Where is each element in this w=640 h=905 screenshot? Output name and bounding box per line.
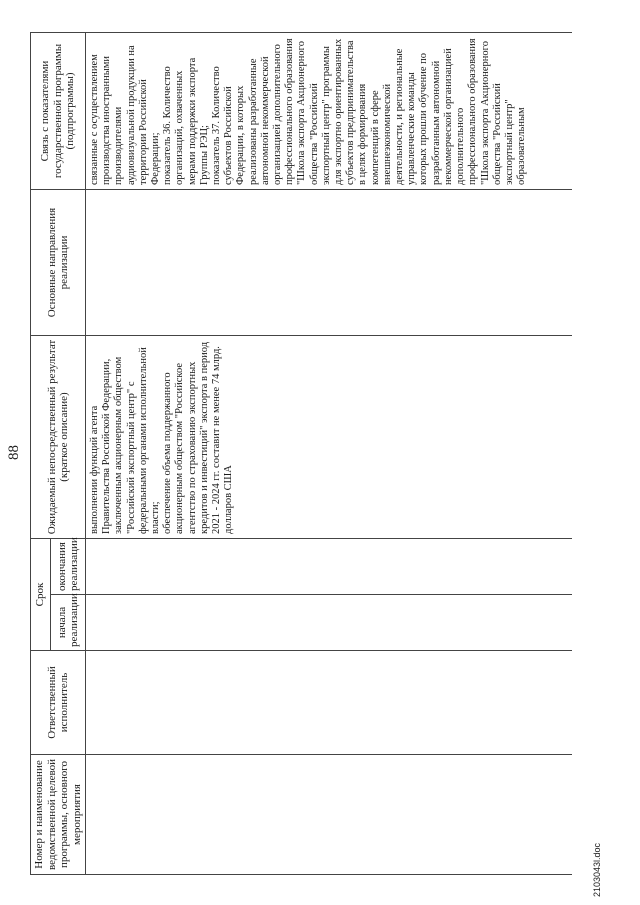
table-row	[86, 33, 573, 875]
header-link: Связь с показателями государственной программы (подпрограммы)	[31, 33, 86, 190]
header-program: Номер и наименование ведомственной целевой программы, основного мероприятия	[31, 755, 86, 875]
header-directions: Основные направления реализации	[31, 190, 86, 336]
cell-result: выполнении функций агента Правительства Российской Федерации, заключенным акционерным обществом "Российский экспортный центр" с федеральными органами исполнительной власти; обеспечение объема поддержанного акционерным обществом "Российское агентство по страхованию экспортных кредитов и инвестиций" экспорта в период 2021 - 2024 гг. составит не менее 74 млрд. долларов США	[86, 336, 573, 539]
document-id: 2103043l.doc	[592, 842, 602, 897]
cell-program	[86, 755, 573, 875]
cell-directions	[86, 190, 573, 336]
cell-term-end	[86, 539, 573, 595]
header-term-end: окончания реализации	[51, 539, 86, 595]
header-result: Ожидаемый непосредственный результат (краткое описание)	[31, 336, 86, 539]
cell-link: связанные с осуществлением производства иностранными производителями аудиовизуальной продукции на территории Российской Федерации; показатель 36. Количество организаций, охваченных мерами поддержки экспорта Группы РЭЦ; показатель 37. Количество субъектов Российской Федерации, в которых реализованы разработанные автономной некоммерческой организацией дополнительного профессионального образования "Школа экспорта Акционерного общества "Российский экспортный центр" программы для экспортно ориентированных субъектов предпринимательства в целях формирования компетенций в сфере внешнеэкономической деятельности, и региональные управленческие команды которых прошли обучение по разработанным автономной некоммерческой организацией дополнительного профессионального образования "Школа экспорта Акционерного общества "Российский экспортный центр" образовательным	[86, 33, 573, 190]
cell-term-start	[86, 595, 573, 651]
header-row-1	[31, 33, 51, 875]
header-term: Срок	[31, 539, 51, 651]
cell-executor	[86, 651, 573, 755]
header-term-start: начала реализации	[51, 595, 86, 651]
header-executor: Ответственный исполнитель	[31, 651, 86, 755]
page-number: 88	[6, 445, 22, 460]
program-table	[30, 32, 572, 875]
